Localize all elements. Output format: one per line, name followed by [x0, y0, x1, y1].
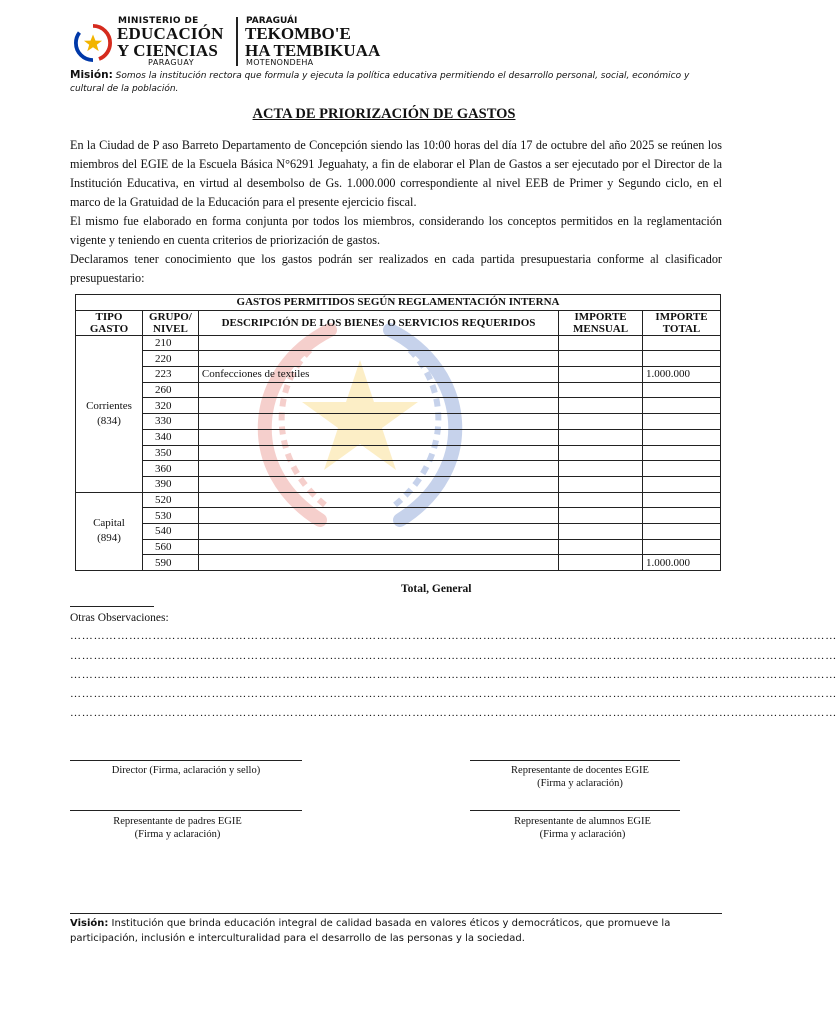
table-row	[76, 476, 721, 492]
ministry-seal-icon	[74, 24, 112, 62]
total-amount-cell[interactable]	[643, 492, 721, 508]
table-row	[76, 445, 721, 461]
observation-line[interactable]: ……………………………………………………………………………………………………………………………………………………………………………	[70, 707, 837, 719]
header-tipo: TIPO GASTO	[76, 310, 143, 335]
table-row	[76, 429, 721, 445]
divider	[70, 606, 154, 607]
monthly-amount-cell[interactable]	[559, 461, 643, 477]
description-cell[interactable]	[198, 523, 558, 539]
signature-director	[70, 764, 302, 777]
table-row	[76, 398, 721, 414]
group-code-cell: 590	[142, 555, 198, 571]
description-cell[interactable]	[198, 555, 558, 571]
group-code-cell: 220	[142, 351, 198, 367]
vision-text: Institución que brinda educación integral de calidad basada en valores éticos y democráticos, que promueve la participación, inclusión e interculturalidad para el desarrollo de las personas y la sociedad.	[70, 918, 671, 944]
monthly-amount-cell[interactable]	[559, 523, 643, 539]
monthly-amount-cell[interactable]	[559, 555, 643, 571]
ministry-small-label: MINISTERIO DE	[118, 16, 199, 26]
expense-type-code: (834)	[97, 414, 121, 427]
description-cell[interactable]	[198, 492, 558, 508]
expenses-table	[75, 294, 721, 571]
document-body	[70, 136, 722, 288]
monthly-amount-cell[interactable]	[559, 508, 643, 524]
monthly-amount-cell[interactable]	[559, 476, 643, 492]
signature-line-padres[interactable]	[70, 810, 302, 811]
total-amount-cell[interactable]	[643, 476, 721, 492]
expense-type-cell	[76, 335, 143, 492]
group-code-cell: 540	[142, 523, 198, 539]
description-cell[interactable]	[198, 382, 558, 398]
header-descripcion: DESCRIPCIÓN DE LOS BIENES O SERVICIOS REQUERIDOS	[198, 310, 558, 335]
total-amount-cell[interactable]	[643, 335, 721, 351]
table-row	[76, 523, 721, 539]
group-code-cell: 360	[142, 461, 198, 477]
total-amount-cell[interactable]: 1.000.000	[643, 555, 721, 571]
monthly-amount-cell[interactable]	[559, 492, 643, 508]
monthly-amount-cell[interactable]	[559, 367, 643, 383]
guarani-name-line2: HA TEMBIKUAA	[245, 41, 381, 60]
observation-line[interactable]: ……………………………………………………………………………………………………………………………………………………………………………	[70, 669, 837, 681]
observation-line[interactable]: ……………………………………………………………………………………………………………………………………………………………………………	[70, 630, 837, 642]
signature-label: Representante de alumnos EGIE	[514, 816, 651, 827]
ministry-name-line2: Y CIENCIAS	[117, 41, 219, 60]
description-cell[interactable]	[198, 461, 558, 477]
description-cell[interactable]	[198, 508, 558, 524]
group-code-cell: 350	[142, 445, 198, 461]
document-title: ACTA DE PRIORIZACIÓN DE GASTOS	[252, 106, 516, 122]
total-amount-cell[interactable]	[643, 523, 721, 539]
observation-line[interactable]: ……………………………………………………………………………………………………………………………………………………………………………	[70, 650, 837, 662]
signature-docentes	[455, 764, 705, 790]
paragraph: El mismo fue elaborado en forma conjunta por todos los miembros, considerando los conceptos permitidos en la reglamentación vigente y teniendo en cuenta criterios de priorización de gastos.	[70, 214, 722, 247]
group-code-cell: 520	[142, 492, 198, 508]
monthly-amount-cell[interactable]	[559, 414, 643, 430]
table-row	[76, 382, 721, 398]
paragraph: Declaramos tener conocimiento que los gastos podrán ser realizados en cada partida presupuestaria conforme al clasificador presupuestario:	[70, 252, 722, 285]
mision-text: Somos la institución rectora que formula y ejecuta la política educativa permitiendo el desarrollo personal, social, económico y cultural de la población.	[70, 71, 690, 94]
group-code-cell: 530	[142, 508, 198, 524]
vision-divider	[70, 913, 722, 914]
description-cell[interactable]	[198, 414, 558, 430]
guarani-name-line1: TEKOMBO'E	[245, 24, 351, 43]
signature-label: Director (Firma, aclaración y sello)	[111, 765, 261, 776]
paragraph: En la Ciudad de P aso Barreto Departamento de Concepción siendo las 10:00 horas del día 17 de octubre del año 2025 se reúnen los miembros del EGIE de la Escuela Básica N°6291 Jeguahaty, a fin de elaborar el Plan de Gastos a ser ejecutado por el Director de la Institución Educativa, en virtud al desembolso de Gs. 1.000.000 correspondiente al nivel EEB de Primer y Segundo ciclo, en el marco de la Gratuidad de la Educación para el presente ejercicio fiscal.	[70, 138, 722, 209]
ministry-country: PARAGUAY	[148, 58, 195, 67]
group-code-cell: 260	[142, 382, 198, 398]
total-amount-cell[interactable]	[643, 539, 721, 555]
description-cell[interactable]	[198, 351, 558, 367]
description-cell[interactable]	[198, 539, 558, 555]
table-row	[76, 461, 721, 477]
signature-label: Representante de padres EGIE	[113, 816, 242, 827]
group-code-cell: 560	[142, 539, 198, 555]
table-body	[76, 335, 721, 570]
monthly-amount-cell[interactable]	[559, 539, 643, 555]
guarani-small-label: PARAGUÁI	[246, 16, 298, 26]
observation-line[interactable]: ……………………………………………………………………………………………………………………………………………………………………………	[70, 688, 837, 700]
monthly-amount-cell[interactable]	[559, 335, 643, 351]
table-row	[76, 508, 721, 524]
table-row	[76, 414, 721, 430]
total-amount-cell[interactable]: 1.000.000	[643, 367, 721, 383]
monthly-amount-cell[interactable]	[559, 382, 643, 398]
signature-label: Representante de docentes EGIE	[511, 765, 649, 776]
total-amount-cell[interactable]	[643, 351, 721, 367]
description-cell[interactable]	[198, 429, 558, 445]
total-amount-cell[interactable]	[643, 445, 721, 461]
group-code-cell: 210	[142, 335, 198, 351]
expense-type-name: Corrientes	[86, 399, 132, 412]
description-cell[interactable]: Confecciones de textiles	[198, 367, 558, 383]
signature-sublabel: (Firma y aclaración)	[539, 829, 626, 840]
signature-sublabel: (Firma y aclaración)	[134, 829, 221, 840]
group-code-cell: 320	[142, 398, 198, 414]
group-code-cell: 390	[142, 476, 198, 492]
monthly-amount-cell[interactable]	[559, 429, 643, 445]
total-amount-cell[interactable]	[643, 429, 721, 445]
signature-padres	[55, 815, 300, 841]
vision-label: Visión:	[70, 918, 109, 929]
signature-line-alumnos[interactable]	[470, 810, 680, 811]
total-amount-cell[interactable]	[643, 508, 721, 524]
description-cell[interactable]	[198, 445, 558, 461]
total-amount-cell[interactable]	[643, 461, 721, 477]
total-amount-cell[interactable]	[643, 382, 721, 398]
table-row	[76, 367, 721, 383]
total-amount-cell[interactable]	[643, 414, 721, 430]
signature-line-docentes[interactable]	[470, 760, 680, 761]
mision-statement	[70, 69, 720, 96]
expense-type-code: (894)	[97, 532, 121, 545]
header-mensual: IMPORTE MENSUAL	[559, 310, 643, 335]
monthly-amount-cell[interactable]	[559, 445, 643, 461]
expense-type-cell	[76, 492, 143, 570]
header-total: IMPORTE TOTAL	[643, 310, 721, 335]
total-general-label: Total, General	[401, 583, 472, 595]
table-row	[76, 335, 721, 351]
expense-type-name: Capital	[93, 517, 125, 530]
total-amount-cell[interactable]	[643, 398, 721, 414]
description-cell[interactable]	[198, 476, 558, 492]
ministry-name-line1: EDUCACIÓN	[117, 24, 224, 43]
table-caption: GASTOS PERMITIDOS SEGÚN REGLAMENTACIÓN INTERNA	[76, 295, 721, 311]
vision-statement	[70, 916, 722, 946]
header-divider	[236, 17, 238, 66]
monthly-amount-cell[interactable]	[559, 398, 643, 414]
table-row	[76, 492, 721, 508]
table-row	[76, 539, 721, 555]
table-row	[76, 555, 721, 571]
monthly-amount-cell[interactable]	[559, 351, 643, 367]
signature-alumnos	[470, 815, 695, 841]
observations-label: Otras Observaciones:	[70, 612, 169, 624]
signature-sublabel: (Firma y aclaración)	[537, 778, 623, 789]
description-cell[interactable]	[198, 398, 558, 414]
description-cell[interactable]	[198, 335, 558, 351]
table-row	[76, 351, 721, 367]
group-code-cell: 340	[142, 429, 198, 445]
mision-label: Misión:	[70, 69, 113, 81]
signature-line-director[interactable]	[70, 760, 302, 761]
group-code-cell: 223	[142, 367, 198, 383]
guarani-bottom-label: MOTENONDEHA	[246, 58, 314, 67]
header-grupo: GRUPO/ NIVEL	[142, 310, 198, 335]
group-code-cell: 330	[142, 414, 198, 430]
